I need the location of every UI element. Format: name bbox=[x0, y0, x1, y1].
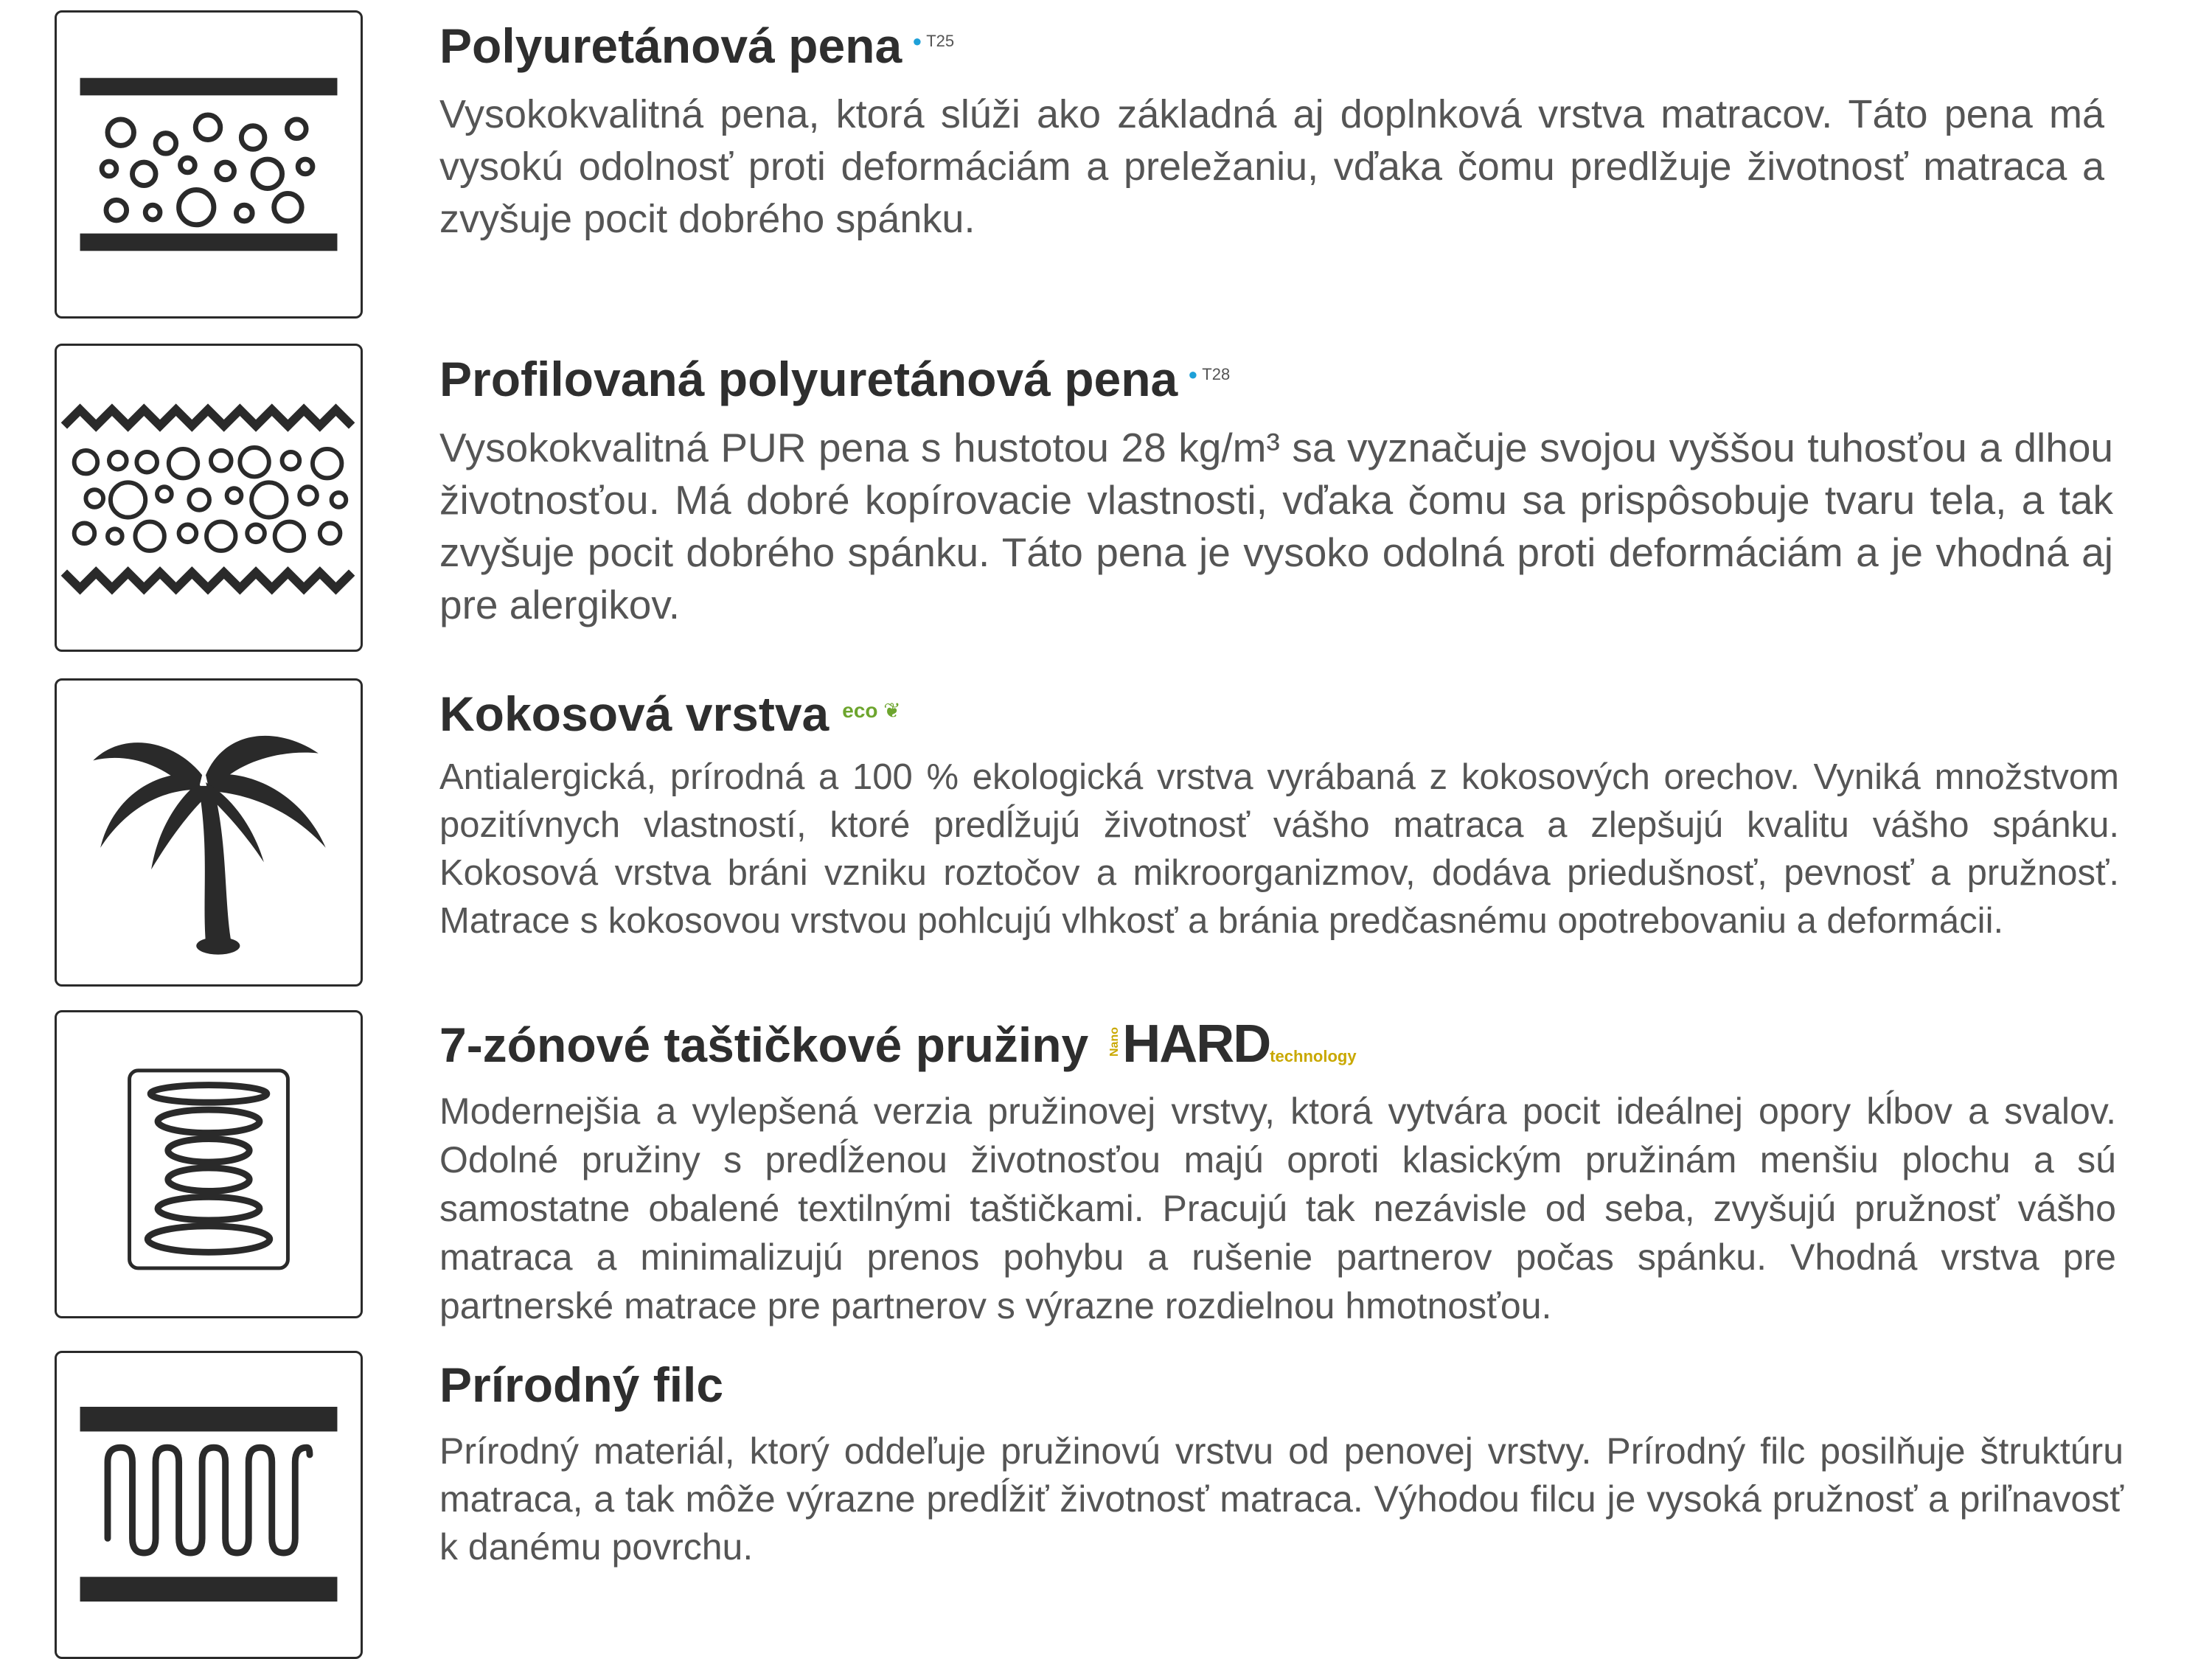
feature-title: Kokosová vrstva $^{eco ❦}$ bbox=[439, 686, 901, 741]
nano-hard-technology-badge: NanoHARDtechnology bbox=[1108, 1015, 1357, 1074]
feature-description: Vysokokvalitná PUR pena s hustotou 28 kg/m³ sa vyznačuje svojou vyššou tuhosťou a dlhou životnosťou. Má dobré kopírovacie vlastnosti, vďaka čomu sa prispôsobuje tvaru tela, a tak zvyšuje pocit dobrého spánku. Táto pena je vysoko odolná proti deformáciám a je vhodná aj pre alergikov. bbox=[439, 425, 2113, 627]
pocket-spring-icon bbox=[55, 1010, 363, 1318]
foam-bubble-icon: ● bbox=[1188, 365, 1198, 383]
eco-badge: eco ❦ bbox=[842, 699, 901, 722]
feature-title: Profilovaná polyuretánová pena $^{● T28}$ bbox=[439, 352, 1231, 406]
feature-title: 7-zónové taštičkové pružiny NanoHARDtechnology bbox=[439, 1015, 1357, 1086]
palm-tree-icon bbox=[55, 678, 363, 987]
felt-layer-icon bbox=[55, 1351, 363, 1659]
t28-badge: ● T28 bbox=[1188, 365, 1231, 383]
t25-badge: ● T25 bbox=[912, 32, 955, 50]
profiled-foam-icon bbox=[55, 344, 363, 652]
foam-bubble-icon: ● bbox=[912, 32, 922, 50]
feature-description: Prírodný materiál, ktorý oddeľuje pružinovú vrstvu od penovej vrstvy. Prírodný filc posilňuje štruktúru matraca, a tak môže výrazne predĺžiť životnosť matraca. Výhodou filcu je vysoká pružnosť a priľnavosť k danému povrchu. bbox=[439, 1430, 2124, 1568]
feature-title: Prírodný filc bbox=[439, 1357, 724, 1412]
feature-description: Vysokokvalitná pena, ktorá slúži ako základná aj doplnková vrstva matracov. Táto pena má vysokú odolnosť proti deformáciám a preležaniu, vďaka čomu predlžuje životnosť matraca a zvyšuje pocit dobrého spánku. bbox=[439, 92, 2104, 241]
leaf-icon: ❦ bbox=[877, 699, 901, 722]
feature-description: Modernejšia a vylepšená verzia pružinovej vrstvy, ktorá vytvára pocit ideálnej opory kĺbov a svalov. Odolné pružiny s predĺženou životnosťou majú oproti klasickým pružinám menšiu plochu a sú samostatne obalené textilnými taštičkami. Pracujú tak nezávisle od seba, zvyšujú pružnosť vášho matraca a minimalizujú prenos pohybu a rušenie partnerov počas spánku. Vhodná vrstva pre partnerské matrace pre partnerov s výrazne rozdielnou hmotnosťou. bbox=[439, 1091, 2116, 1326]
feature-description: Antialergická, prírodná a 100 % ekologická vrstva vyrábaná z kokosových orechov. Vyniká množstvom pozitívnych vlastností, ktoré predĺžujú životnosť vášho matraca a zlepšujú kvalitu vášho spánku. Kokosová vrstva bráni vzniku roztočov a mikroorganizmov, dodáva priedušnosť, pevnosť a pružnosť. Matrace s kokosovou vrstvou pohlcujú vlhkosť a bránia predčasnému opotrebovaniu a deformácii. bbox=[439, 757, 2119, 941]
foam-layer-icon bbox=[55, 10, 363, 319]
feature-title: Polyuretánová pena $^{● T25}$ bbox=[439, 18, 955, 73]
